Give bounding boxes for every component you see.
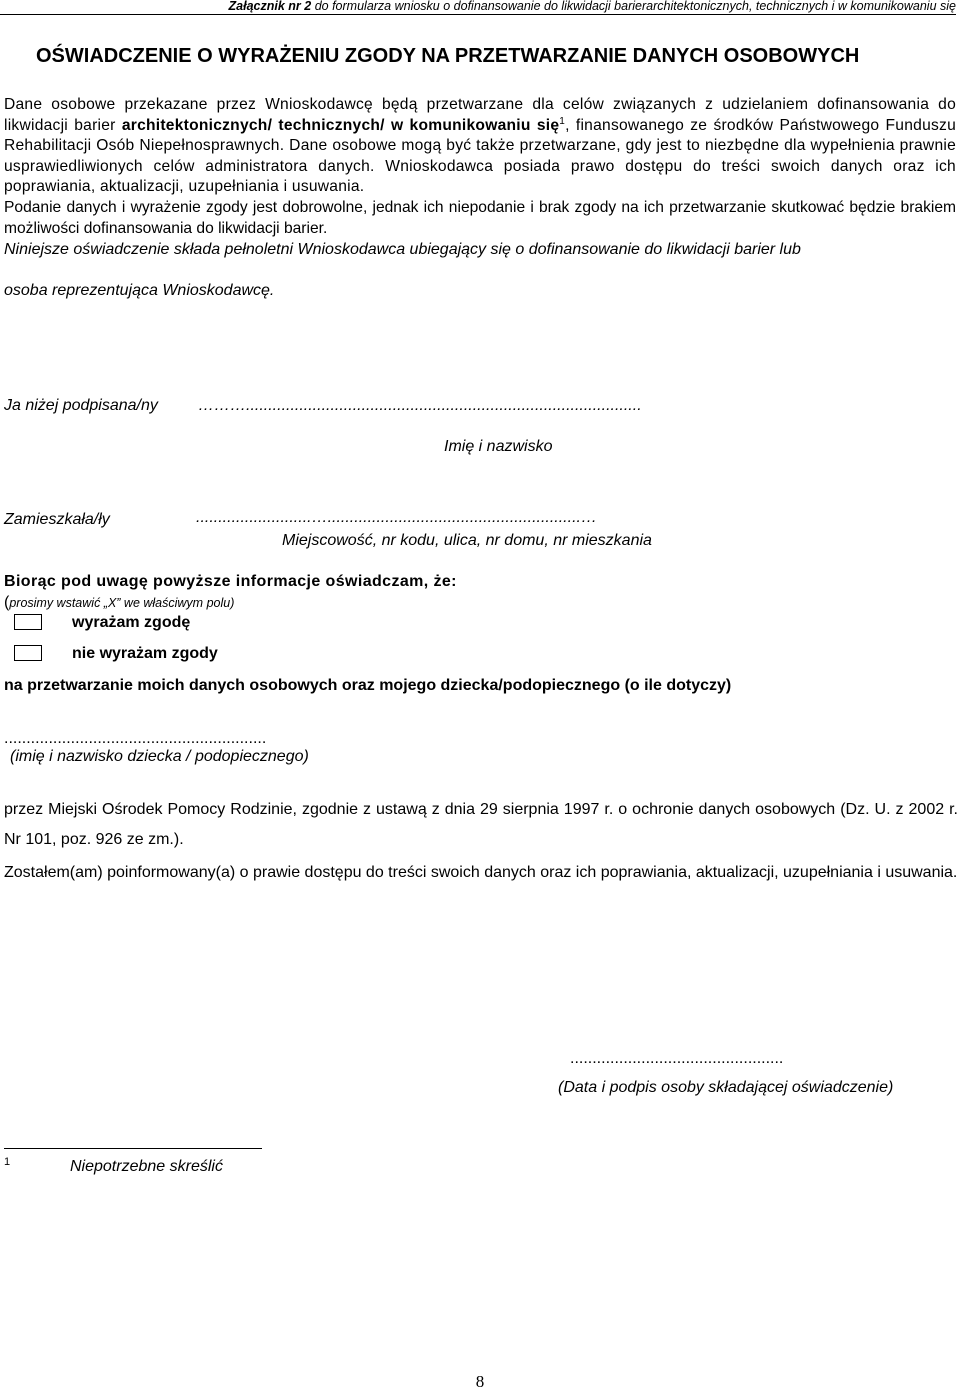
residence-caption: Miejscowość, nr kodu, ulica, nr domu, nr mieszkania (282, 532, 652, 549)
declaration-lead: Biorąc pod uwagę powyższe informacje oświadczam, że: (4, 573, 457, 590)
intro-paragraph-1 (4, 95, 956, 198)
signer-name-field[interactable]: ………......................................................................................... (198, 397, 642, 414)
consent-scope: na przetwarzanie moich danych osobowych oraz mojego dziecka/podopiecznego (o ile dotyczy) (4, 677, 732, 694)
document-title: OŚWIADCZENIE O WYRAŻENIU ZGODY NA PRZETWARZANIE DANYCH OSOBOWYCH (36, 45, 860, 67)
signature-caption: (Data i podpis osoby składającej oświadczenie) (558, 1079, 894, 1096)
declaration-hint (4, 594, 234, 612)
header-prefix: Załącznik nr 2 (228, 0, 312, 13)
consent-label: wyrażam zgodę (72, 614, 191, 631)
residence-address-field[interactable]: ..........................….........................................................… (196, 509, 597, 526)
intro-section (4, 95, 956, 301)
footnote-text: Niepotrzebne skreślić (70, 1158, 223, 1175)
header-text: do formularza wniosku o dofinansowanie do likwidacji barierarchitektonicznych, technicznych i w komunikowaniu się (311, 0, 956, 13)
footnote-ref: 1 (559, 115, 566, 127)
access-rights: Zostałem(am) poinformowany(a) o prawie dostępu do treści swoich danych oraz ich poprawiania, aktualizacji, uzupełniania i usuwania. (4, 864, 958, 881)
child-caption: (imię i nazwisko dziecka / podopiecznego) (10, 748, 309, 765)
page-number: 8 (475, 1372, 485, 1391)
form-header (0, 0, 956, 15)
legal-section (4, 795, 958, 888)
signer-caption: Imię i nazwisko (444, 438, 553, 455)
consent-checkbox[interactable] (14, 614, 42, 630)
hint-text: prosimy wstawić „X” we właściwym polu) (9, 596, 235, 610)
signer-label: Ja niżej podpisana/ny (4, 397, 158, 414)
intro-paragraph-2: Podanie danych i wyrażenie zgody jest dobrowolne, jednak ich niepodanie i brak zgody na ich przetwarzanie skutkować będzie brakiem możliwości dofinansowania do likwidacji barier. (4, 198, 956, 237)
footnote-separator (4, 1148, 262, 1149)
residence-label: Zamieszkała/ły (4, 511, 110, 528)
intro-text-a: Dane osobowe przekazane przez Wnioskodawcę będą przetwarzane dla celów związanych z udzielaniem dofinansowania do likwidacji barier (4, 96, 956, 134)
intro-paragraph-4: osoba reprezentująca Wnioskodawcę. (4, 281, 275, 299)
child-name-field[interactable]: ........................................................... (4, 730, 267, 747)
intro-text-c: Dane osobowe mogą być także przetwarzane, gdy jest to niezbędne dla wypełnienia prawnie usprawiedliwionych celów administratora danych. (4, 137, 957, 175)
intro-barrier-types: architektonicznych/ technicznych/ w komunikowaniu się (121, 116, 560, 134)
legal-basis: przez Miejski Ośrodek Pomocy Rodzinie, zgodnie z ustawą z dnia 29 sierpnia 1997 r. o ochronie danych osobowych (Dz. U. z 2002 r. Nr 101, poz. 926 ze zm.). (4, 801, 958, 848)
footnote-mark: 1 (4, 1156, 11, 1168)
no-consent-checkbox[interactable] (14, 645, 42, 661)
no-consent-label: nie wyrażam zgody (72, 645, 218, 662)
intro-paragraph-3: Niniejsze oświadczenie składa pełnoletni Wnioskodawca ubiegający się o dofinansowanie do likwidacji barier lub (4, 241, 801, 259)
signature-field[interactable]: ................................................ (570, 1050, 784, 1067)
intro-text-b: , finansowanego ze środków Państwowego Funduszu Rehabilitacji Osób Niepełnosprawnych. (4, 116, 957, 155)
intro-text-d: Wnioskodawca posiada prawo dostępu do treści swoich danych oraz ich poprawiania, aktualizacji, uzupełniania i usuwania. (4, 157, 956, 196)
hint-paren: ( (4, 594, 10, 611)
